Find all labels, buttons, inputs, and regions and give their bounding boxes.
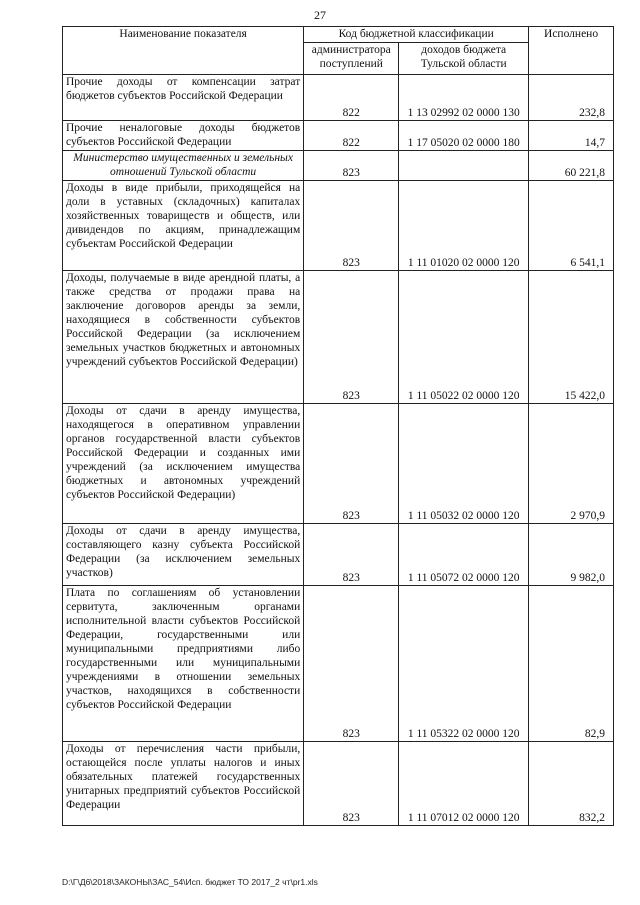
header-name: Наименование показателя: [63, 27, 304, 75]
page-number: 27: [314, 8, 326, 22]
header-executed: Исполнено: [529, 27, 614, 75]
table-row: [63, 586, 614, 742]
row-admin-code: 822: [304, 121, 399, 151]
row-name: Доходы в виде прибыли, приходящейся на доли в уставных (складочных) капиталах хозяйственных товариществ и обществ, или дивидендов по акциям, принадлежащим субъектам Российской Федерации: [63, 181, 304, 271]
row-name: Прочие доходы от компенсации затрат бюджетов субъектов Российской Федерации: [63, 75, 304, 121]
row-income-code: 1 11 01020 02 0000 120: [399, 181, 529, 271]
row-name: Плата по соглашениям об установлении сервитута, заключенным органами исполнительной власти субъектов Российской Федерации, государственными или муниципальными предприятиями либо государственными или муниципальными учреждениями в отношении земельных участков, находящихся в собственности субъектов Российской Федерации: [63, 586, 304, 742]
row-income-code: 1 11 05322 02 0000 120: [399, 586, 529, 742]
table-row: [63, 181, 614, 271]
table-row: [63, 75, 614, 121]
row-executed-value: 2 970,9: [529, 404, 614, 524]
row-admin-code: 823: [304, 586, 399, 742]
row-executed-value: 832,2: [529, 742, 614, 826]
row-name: Прочие неналоговые доходы бюджетов субъектов Российской Федерации: [63, 121, 304, 151]
row-admin-code: 823: [304, 271, 399, 404]
row-admin-code: 823: [304, 181, 399, 271]
table-row: [63, 742, 614, 826]
row-income-code: 1 11 05022 02 0000 120: [399, 271, 529, 404]
file-path-footer: D:\Г\Д6\2018\ЗАКОНЫ\ЗАС_54\Исп. бюджет ТО 2017_2 чт\pr1.xls: [62, 877, 318, 887]
row-executed-value: 232,8: [529, 75, 614, 121]
budget-table: [62, 26, 614, 826]
row-executed-value: 15 422,0: [529, 271, 614, 404]
row-income-code: 1 17 05020 02 0000 180: [399, 121, 529, 151]
row-admin-code: 823: [304, 742, 399, 826]
row-income-code: 1 11 05032 02 0000 120: [399, 404, 529, 524]
row-income-code: 1 11 05072 02 0000 120: [399, 524, 529, 586]
row-name: Доходы от сдачи в аренду имущества, составляющего казну субъекта Российской Федерации (за исключением земельных участков): [63, 524, 304, 586]
row-admin-code: 823: [304, 404, 399, 524]
header-code-group: Код бюджетной классификации: [304, 27, 529, 43]
row-income-code: 1 13 02992 02 0000 130: [399, 75, 529, 121]
row-admin-code: 823: [304, 524, 399, 586]
row-admin-code: 823: [304, 151, 399, 181]
row-income-code: 1 11 07012 02 0000 120: [399, 742, 529, 826]
row-executed-value: 60 221,8: [529, 151, 614, 181]
row-executed-value: 9 982,0: [529, 524, 614, 586]
header-income: доходов бюджета Тульской области: [399, 43, 529, 75]
row-executed-value: 6 541,1: [529, 181, 614, 271]
table-row: [63, 271, 614, 404]
row-name: Министерство имущественных и земельных отношений Тульской области: [63, 151, 304, 181]
row-executed-value: 14,7: [529, 121, 614, 151]
table-row: [63, 121, 614, 151]
row-name: Доходы от перечисления части прибыли, остающейся после уплаты налогов и иных обязательных платежей государственных унитарных предприятий субъектов Российской Федерации: [63, 742, 304, 826]
table-row: [63, 524, 614, 586]
header-admin: администратора поступлений: [304, 43, 399, 75]
row-executed-value: 82,9: [529, 586, 614, 742]
table-row: [63, 151, 614, 181]
table-row: [63, 404, 614, 524]
row-admin-code: 822: [304, 75, 399, 121]
row-income-code: [399, 151, 529, 181]
row-name: Доходы от сдачи в аренду имущества, находящегося в оперативном управлении органов государственной власти субъектов Российской Федерации и созданных ими учреждений (за исключением имущества бюджетных и автономных учреждений субъектов Российской Федерации): [63, 404, 304, 524]
row-name: Доходы, получаемые в виде арендной платы, а также средства от продажи права на заключение договоров аренды за земли, находящиеся в собственности субъектов Российской Федерации (за исключением земельных участков бюджетных и автономных учреждений субъектов Российской Федерации): [63, 271, 304, 404]
